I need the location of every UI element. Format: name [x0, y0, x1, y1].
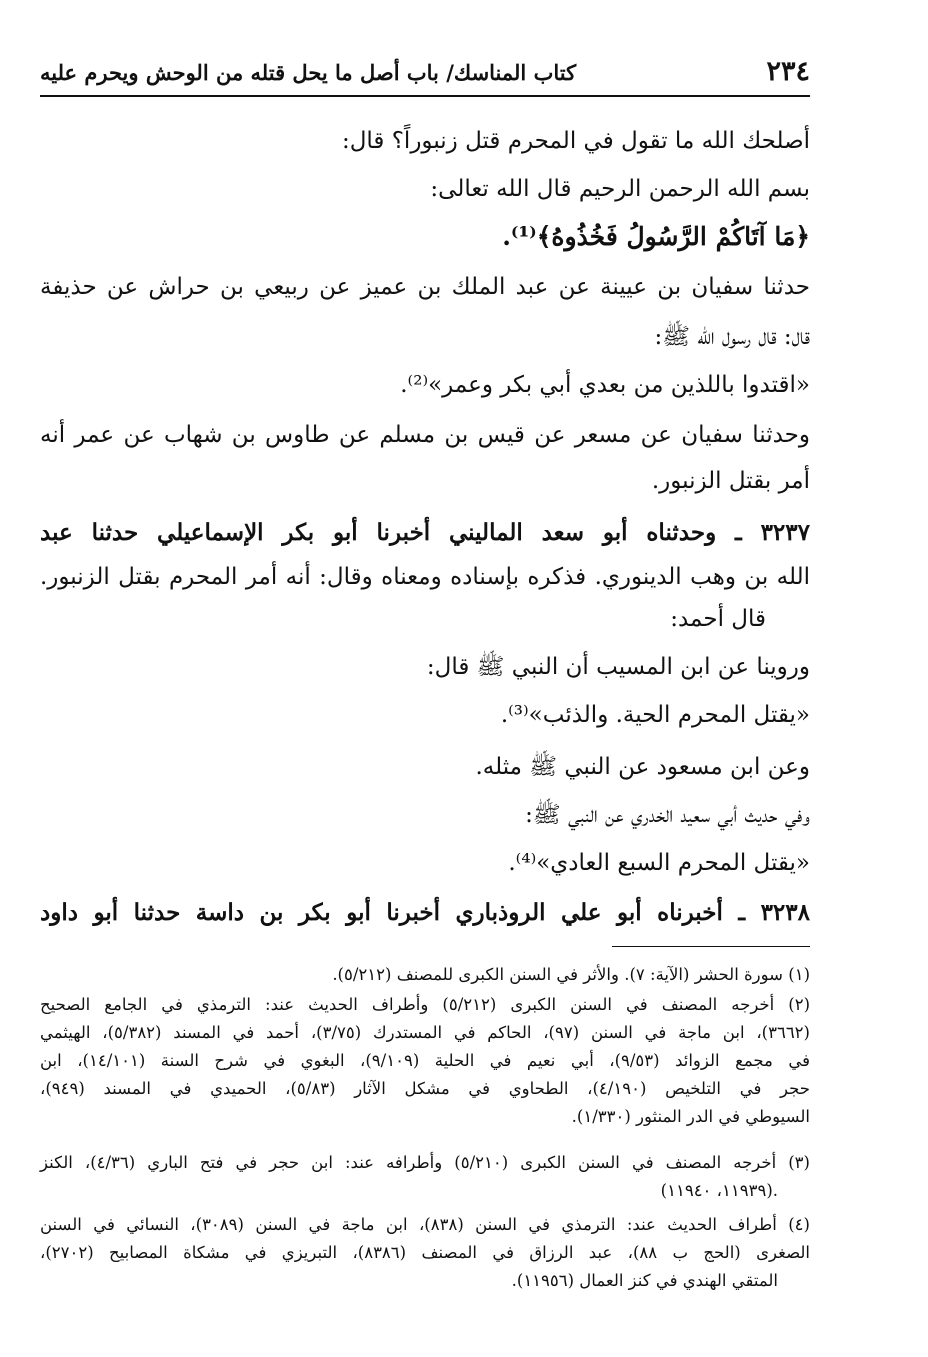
hadith-text: «يقتل المحرم الحية. والذئب»⁽³⁾.	[500, 702, 810, 728]
hadith-text: «يقتل المحرم السبع العادي»⁽⁴⁾.	[508, 850, 810, 876]
footnote-line: الصغرى (الحج ب ٨٨)، عبد الرزاق في المصنف (٨٣٨٦)، التبريزي في مشكاة المصابيح (٢٧٠٢)،	[40, 1243, 810, 1262]
hadith-number-3238: ٣٢٣٨ ـ أخبرناه أبو علي الروذباري أخبرنا أبو بكر بن داسة حدثنا أبو داود	[40, 899, 810, 926]
body-line: قال: قال رسول الله ﷺ:	[654, 324, 810, 350]
footnote-line: في مجمع الزوائد (٩/٥٣)، أبي نعيم في الحلية (٩/١٠٩)، البغوي في شرح السنة (١٤/١٠١)، ابن	[40, 1051, 810, 1070]
footnote-line: (١١٩٣٩، ١١٩٤٠).	[660, 1181, 778, 1200]
body-line: أصلحك الله ما تقول في المحرم قتل زنبوراً؟ قال:	[341, 128, 810, 154]
hadith-text: «اقتدوا باللذين من بعدي أبي بكر وعمر»⁽²⁾.	[400, 372, 810, 398]
page-header	[40, 52, 810, 96]
page-number: ٢٣٤	[766, 56, 810, 87]
hadith-number-3237: ٣٢٣٧ ـ وحدثناه أبو سعد الماليني أخبرنا أبو بكر الإسماعيلي حدثنا عبد	[40, 519, 810, 546]
footnote-2: (٢) أخرجه المصنف في السنن الكبرى (٥/٢١٢) وأطراف الحديث عند: الترمذي في الجامع الصحيح	[40, 995, 811, 1014]
running-title: كتاب المناسك/ باب أصل ما يحل قتله من الوحش ويحرم عليه	[40, 60, 577, 85]
footnote-line: حجر في التلخيص (٤/١٩٠)، الطحاوي في مشكل الآثار (٥/٨٣)، الحميدي في المسند (٩٤٩)،	[40, 1079, 810, 1098]
body-line: حدثنا سفيان بن عيينة عن عبد الملك بن عميز عن ربيعي بن حراش عن حذيفة	[40, 274, 810, 300]
body-line: وعن ابن مسعود عن النبي ﷺ مثله.	[475, 754, 810, 780]
body-line: وروينا عن ابن المسيب أن النبي ﷺ قال:	[426, 654, 810, 680]
footnote-line: (٣٦٦٢)، ابن ماجة في السنن (٩٧)، الحاكم في المستدرك (٣/٧٥)، أحمد في المسند (٥/٣٨٢)، الهيثمي	[40, 1023, 810, 1042]
footnote-4: (٤) أطراف الحديث عند: الترمذي في السنن (٨٣٨)، ابن ماجة في السنن (٣٠٨٩)، النسائي في السنن	[40, 1215, 810, 1234]
body-line: وحدثنا سفيان عن مسعر عن قيس بن مسلم عن طاوس بن شهاب عن عمر أنه	[40, 422, 810, 448]
footnote-line: السيوطي في الدر المنثور (١/٣٣٠).	[571, 1107, 810, 1126]
footnote-3: (٣) أخرجه المصنف في السنن الكبرى (٥/٢١٠) وأطرافه عند: ابن حجر في فتح الباري (٤/٣٦)، الكنز	[40, 1153, 810, 1172]
body-line: قال أحمد:	[670, 606, 766, 632]
body-line: وفي حديث أبي سعيد الخدري عن النبي ﷺ:	[525, 802, 810, 828]
body-line: الله بن وهب الدينوري. فذكره بإسناده ومعناه وقال: أنه أمر المحرم بقتل الزنبور.	[40, 564, 810, 590]
body-line: أمر بقتل الزنبور.	[651, 468, 810, 494]
quran-verse: ﴿مَا آتَاكُمْ الرَّسُولُ فَخُذُوهُ﴾⁽¹⁾.	[502, 222, 810, 251]
body-line: بسم الله الرحمن الرحيم قال الله تعالى:	[430, 176, 810, 202]
footnote-rule	[612, 946, 810, 947]
header-rule	[40, 95, 810, 97]
footnote-1: (١) سورة الحشر (الآية: ٧). والأثر في السنن الكبرى للمصنف (٥/٢١٢).	[332, 965, 810, 984]
footnote-line: المتقي الهندي في كنز العمال (١١٩٥٦).	[511, 1271, 778, 1290]
